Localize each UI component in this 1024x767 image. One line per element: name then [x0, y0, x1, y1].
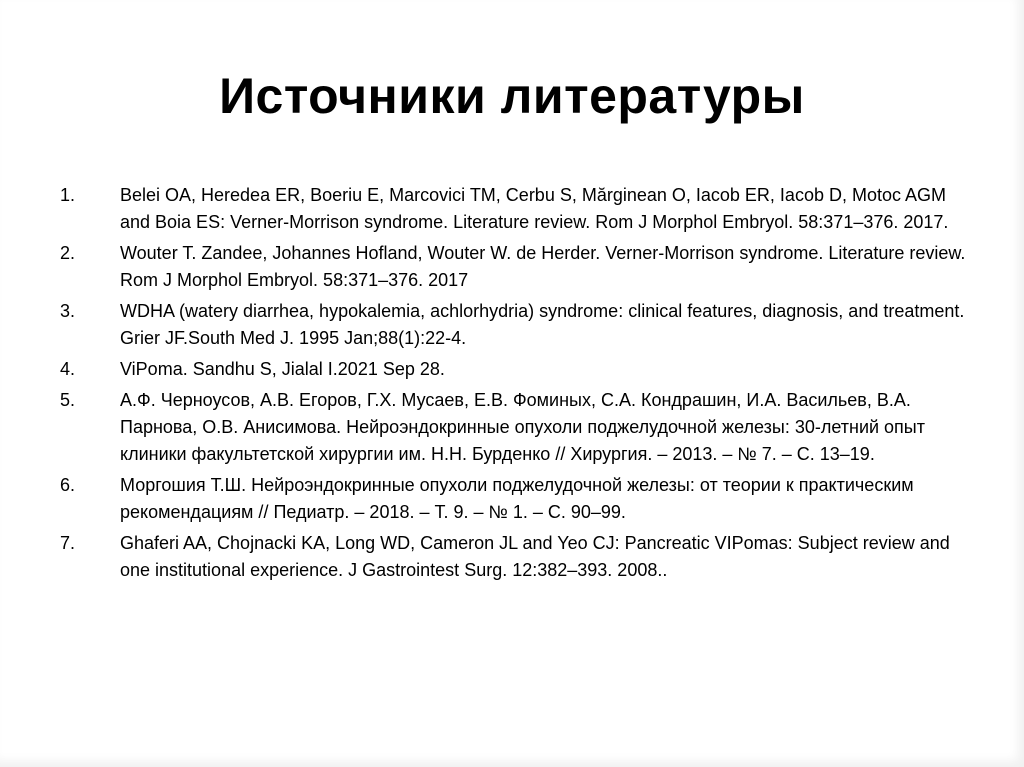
- reference-list: [60, 182, 970, 588]
- reference-number: 1.: [60, 185, 76, 205]
- reference-item: [60, 356, 970, 383]
- reference-number: 4.: [60, 359, 76, 379]
- reference-text: Belei OA, Heredea ER, Boeriu E, Marcovici TM, Cerbu S, Mărginean O, Iacob ER, Iacob D, Motoc AGM and Boia ES: Verner-Morrison syndrome. Literature review. Rom J Morphol Embryol. 58:371–376. 2017.: [120, 185, 949, 232]
- reference-text: WDHA (watery diarrhea, hypokalemia, achlorhydria) syndrome: clinical features, diagnosis, and treatment. Grier JF.South Med J. 1995 Jan;88(1):22-4.: [120, 301, 965, 348]
- reference-number: 2.: [60, 243, 76, 263]
- reference-item: [60, 387, 970, 468]
- reference-text: ViPoma. Sandhu S, Jialal I.2021 Sep 28.: [120, 359, 445, 379]
- reference-item: [60, 472, 970, 526]
- reference-number: 5.: [60, 390, 76, 410]
- reference-text: А.Ф. Черноусов, А.В. Егоров, Г.Х. Мусаев, Е.В. Фоминых, С.А. Кондрашин, И.А. Васильев, В.А. Парнова, О.В. Анисимова. Нейроэндокринные опухоли поджелудочной железы: 30-летний опыт клиники факультетской хирургии им. Н.Н. Бурденко // Хирургия. – 2013. – № 7. – С. 13–19.: [120, 390, 925, 464]
- reference-text: Wouter T. Zandee, Johannes Hofland, Wouter W. de Herder. Verner-Morrison syndrome. Literature review. Rom J Morphol Embryol. 58:371–376. 2017: [120, 243, 966, 290]
- reference-item: [60, 182, 970, 236]
- reference-item: [60, 298, 970, 352]
- reference-number: 3.: [60, 301, 76, 321]
- reference-text: Ghaferi AA, Chojnacki KA, Long WD, Cameron JL and Yeo CJ: Pancreatic VIPomas: Subject review and one institutional experience. J Gastrointest Surg. 12:382–393. 2008..: [120, 533, 950, 580]
- reference-number: 7.: [60, 533, 76, 553]
- reference-number: 6.: [60, 475, 76, 495]
- slide-title: Источники литературы: [219, 68, 805, 124]
- reference-text: Моргошия Т.Ш. Нейроэндокринные опухоли поджелудочной железы: от теории к практическим рекомендациям // Педиатр. – 2018. – Т. 9. – № 1. – С. 90–99.: [120, 475, 914, 522]
- reference-item: [60, 240, 970, 294]
- reference-item: [60, 530, 970, 584]
